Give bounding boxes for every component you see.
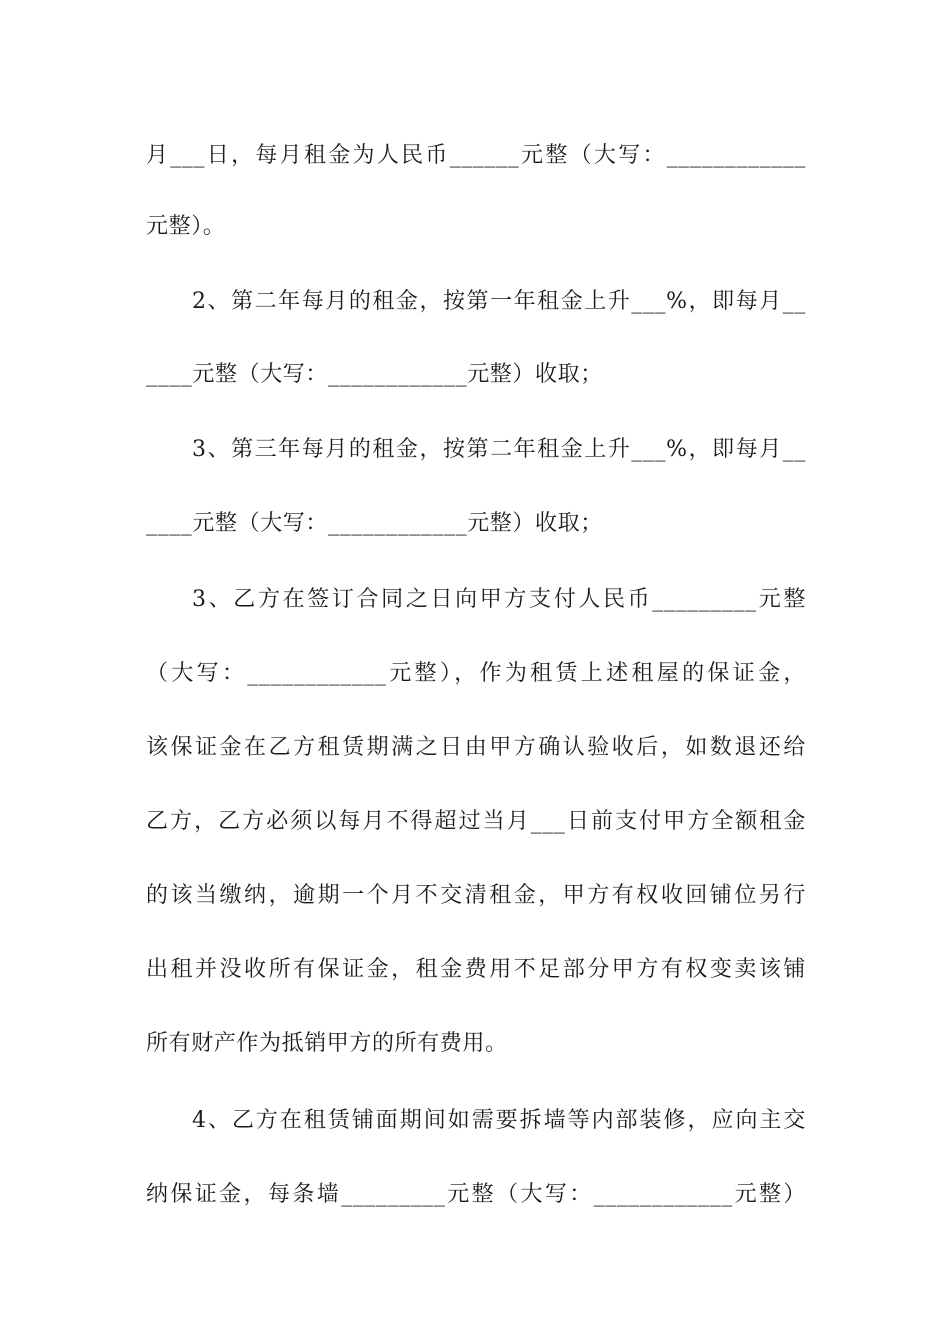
clause-4-line-2: 纳保证金，每条墙_________元整（大写：____________元整） (146, 1182, 806, 1207)
text-line-2: 元整）。 (146, 214, 226, 239)
clause-3b-line-7: 所有财产作为抵销甲方的所有费用。 (146, 1031, 508, 1056)
clause-2-line-1: 2、第二年每月的租金，按第一年租金上升___%，即每月__ (192, 289, 806, 314)
clause-3b-line-2: （大写：____________元整），作为租赁上述租屋的保证金， (146, 661, 806, 686)
clause-3b-line-4: 乙方，乙方必须以每月不得超过当月___日前支付甲方全额租金 (146, 809, 806, 834)
clause-3b-line-5: 的该当缴纳，逾期一个月不交清租金，甲方有权收回铺位另行 (146, 883, 806, 908)
clause-4-line-1: 4、乙方在租赁铺面期间如需要拆墙等内部装修，应向主交 (192, 1108, 806, 1133)
text-line-1: 月___日，每月租金为人民币______元整（大写：____________ (146, 143, 806, 168)
clause-3b-line-6: 出租并没收所有保证金，租金费用不足部分甲方有权变卖该铺 (146, 957, 806, 982)
clause-3b-line-3: 该保证金在乙方租赁期满之日由甲方确认验收后，如数退还给 (146, 735, 806, 760)
clause-3a-line-2: ____元整（大写：____________元整）收取； (146, 511, 603, 536)
clause-3b-line-1: 3、乙方在签订合同之日向甲方支付人民币_________元整 (192, 587, 806, 612)
clause-3a-line-1: 3、第三年每月的租金，按第二年租金上升___%，即每月__ (192, 437, 806, 462)
clause-2-line-2: ____元整（大写：____________元整）收取； (146, 362, 603, 387)
